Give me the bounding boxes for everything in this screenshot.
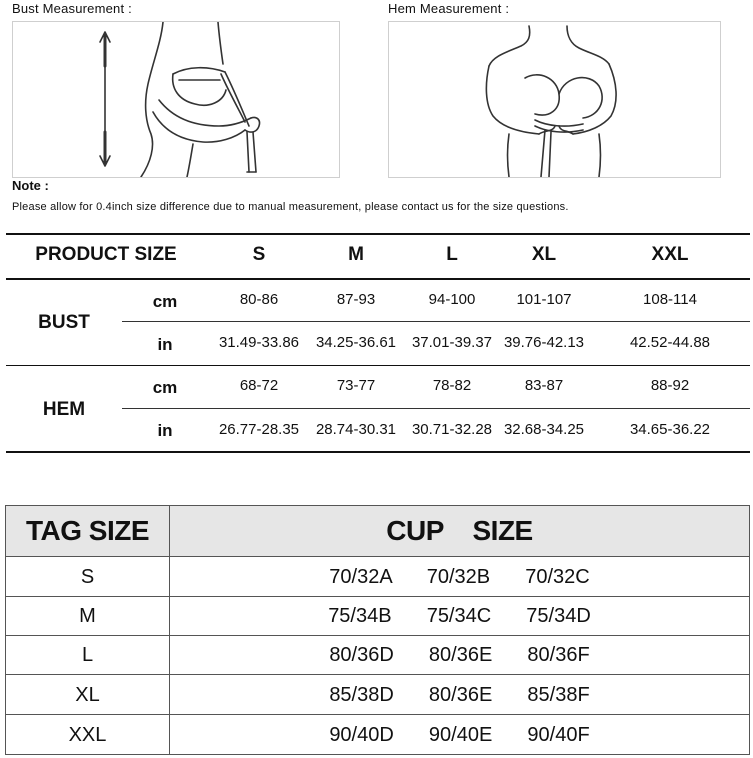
size-header-m: M [348,244,364,265]
group-divider [6,365,750,366]
size-header-xxl: XXL [651,244,689,265]
hem-in-l: 30.71-32.28 [411,421,493,438]
cup-row-tag: XXL [68,723,107,746]
note-text: Please allow for 0.4inch size difference due to manual measurement, please contact us for the size questions. [12,201,569,213]
cup-row-values: 70/32A 70/32B 70/32C [329,565,590,588]
hem-in-s: 26.77-28.35 [218,421,300,438]
bust-unit-cm: cm [152,292,178,311]
bust-cm-xxl: 108-114 [643,291,697,308]
bust-in-xxl: 42.52-44.88 [629,334,711,351]
bust-cm-xl: 101-107 [516,291,572,308]
cup-row-values: 80/36D 80/36E 80/36F [329,644,590,666]
size-header-xl: XL [531,244,557,265]
product-size-header: PRODUCT SIZE [35,244,177,265]
cup-row-values: 85/38D 80/36E 85/38F [329,683,590,706]
size-header-s: S [252,244,266,265]
bust-in-l: 37.01-39.37 [411,334,493,351]
cup-row-tag: M [79,605,96,627]
bust-in-xl: 39.76-42.13 [503,334,585,351]
cup-row [6,556,749,597]
note-title: Note : [12,178,49,193]
bust-in-s: 31.49-33.86 [218,334,300,351]
cup-row [6,635,749,675]
bust-cm-m: 87-93 [336,291,376,308]
cup-size-header: CUP SIZE [386,515,533,546]
hem-cm-xl: 83-87 [524,377,564,394]
size-table-header-rule [6,278,750,280]
hem-cm-l: 78-82 [432,377,472,394]
hem-in-xxl: 34.65-36.22 [629,421,711,438]
cup-row [6,674,749,715]
bust-row-divider [122,321,750,322]
bust-measurement-drawing [13,22,339,177]
hem-cm-xxl: 88-92 [650,377,690,394]
bust-measurement-label: Bust Measurement : [12,1,132,16]
tag-size-header: TAG SIZE [25,515,150,546]
hem-measurement-drawing [389,22,720,177]
size-table-top-rule [6,233,750,235]
hem-measurement-label: Hem Measurement : [388,1,510,16]
size-header-l: L [446,244,458,265]
bust-measurement-illustration [12,21,340,178]
cup-row-tag: L [81,644,94,666]
bust-cm-l: 94-100 [428,291,476,308]
bust-in-m: 34.25-36.61 [315,334,397,351]
cup-row-tag: XL [75,683,100,706]
hem-group-label: HEM [42,399,86,420]
hem-measurement-illustration [388,21,721,178]
cup-row-values: 90/40D 90/40E 90/40F [329,723,590,746]
hem-cm-m: 73-77 [336,377,376,394]
hem-unit-cm: cm [152,378,178,397]
bust-group-label: BUST [38,312,90,333]
cup-row [6,714,749,755]
cup-row-tag: S [80,565,95,588]
hem-in-m: 28.74-30.31 [315,421,397,438]
cup-row-values: 75/34B 75/34C 75/34D [328,605,591,627]
bust-unit-in: in [157,335,173,354]
bust-cm-s: 80-86 [239,291,279,308]
hem-row-divider [122,408,750,409]
hem-unit-in: in [157,421,173,440]
hem-in-xl: 32.68-34.25 [503,421,585,438]
hem-cm-s: 68-72 [239,377,279,394]
cup-row [6,596,749,636]
size-table-bottom-rule [6,451,750,453]
cup-size-table [5,505,750,755]
